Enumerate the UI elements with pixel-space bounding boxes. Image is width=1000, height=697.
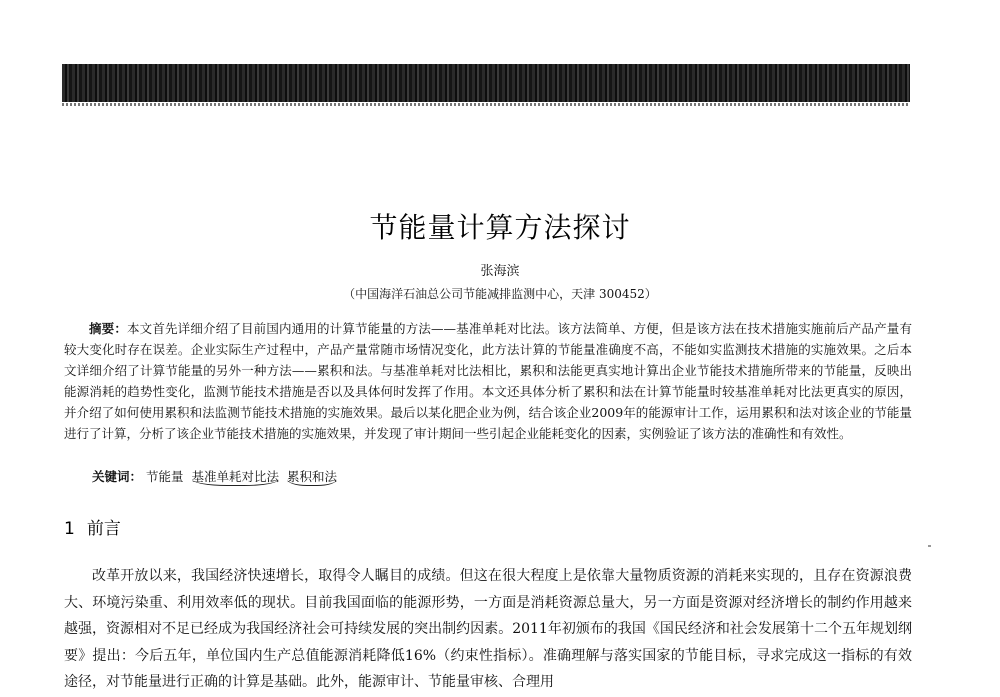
body-paragraph: 改革开放以来，我国经济快速增长，取得令人瞩目的成绩。但这在很大程度上是依靠大量物质资源的消耗来实现的，且存在资源浪费大、环境污染重、利用效率低的现状。目前我国面临的能源形势，一方面是消耗资源总量大，另一方面是资源对经济增长的制约作用越来越强，资源相对不足已经成为我国经济社会可持续发展的突出制约因素。2011年初颁布的我国《国民经济和社会发展第十二个五年规划纲要》提出：今后五年，单位国内生产总值能源消耗降低16%（约束性指标）。准确理解与落实国家的节能目标，寻求完成这一指标的有效途径，对节能量进行正确的计算是基础。此外，能源审计、节能量审核、合理用 [64, 568, 912, 690]
keyword: 基准单耗对比法 [191, 469, 280, 484]
abstract-label: 摘要： [89, 321, 127, 336]
keywords-label: 关键词： [92, 469, 143, 484]
abstract [64, 318, 912, 444]
section-number: 1 [64, 519, 75, 539]
journal-header-band [62, 64, 910, 102]
author-affiliation: （中国海洋石油总公司节能减排监测中心，天津 300452） [343, 287, 657, 301]
section-heading [64, 514, 121, 539]
keyword: 节能量 [146, 469, 184, 484]
author-name: 张海滨 [480, 264, 520, 279]
abstract-text: 本文首先详细介绍了目前国内通用的计算节能量的方法——基准单耗对比法。该方法简单、方便，但是该方法在技术措施实施前后产品产量有较大变化时存在误差。企业实际生产过程中，产品产量常随市场情况变化，此方法计算的节能量准确度不高，不能如实监测技术措施的实施效果。之后本文详细介绍了计算节能量的另外一种方法——累积和法。与基准单耗对比法相比，累积和法能更真实地计算出企业节能技术措施所带来的节能量，反映出能源消耗的趋势性变化，监测节能技术措施是否以及具体何时发挥了作用。本文还具体分析了累积和法在计算节能量时较基准单耗对比法更真实的原因，并介绍了如何使用累积和法监测节能技术措施的实施效果。最后以某化肥企业为例，结合该企业2009年的能源审计工作，运用累积和法对该企业的节能量进行了计算，分析了该企业节能技术措施的实施效果，并发现了审计期间一些引起企业能耗变化的因素，实例验证了该方法的准确性和有效性。 [64, 321, 912, 441]
scan-artifact [928, 545, 931, 547]
keywords [92, 467, 341, 485]
section-title: 前言 [86, 519, 121, 539]
paper-title: 节能量计算方法探讨 [369, 211, 631, 244]
keyword: 累积和法 [287, 469, 338, 484]
